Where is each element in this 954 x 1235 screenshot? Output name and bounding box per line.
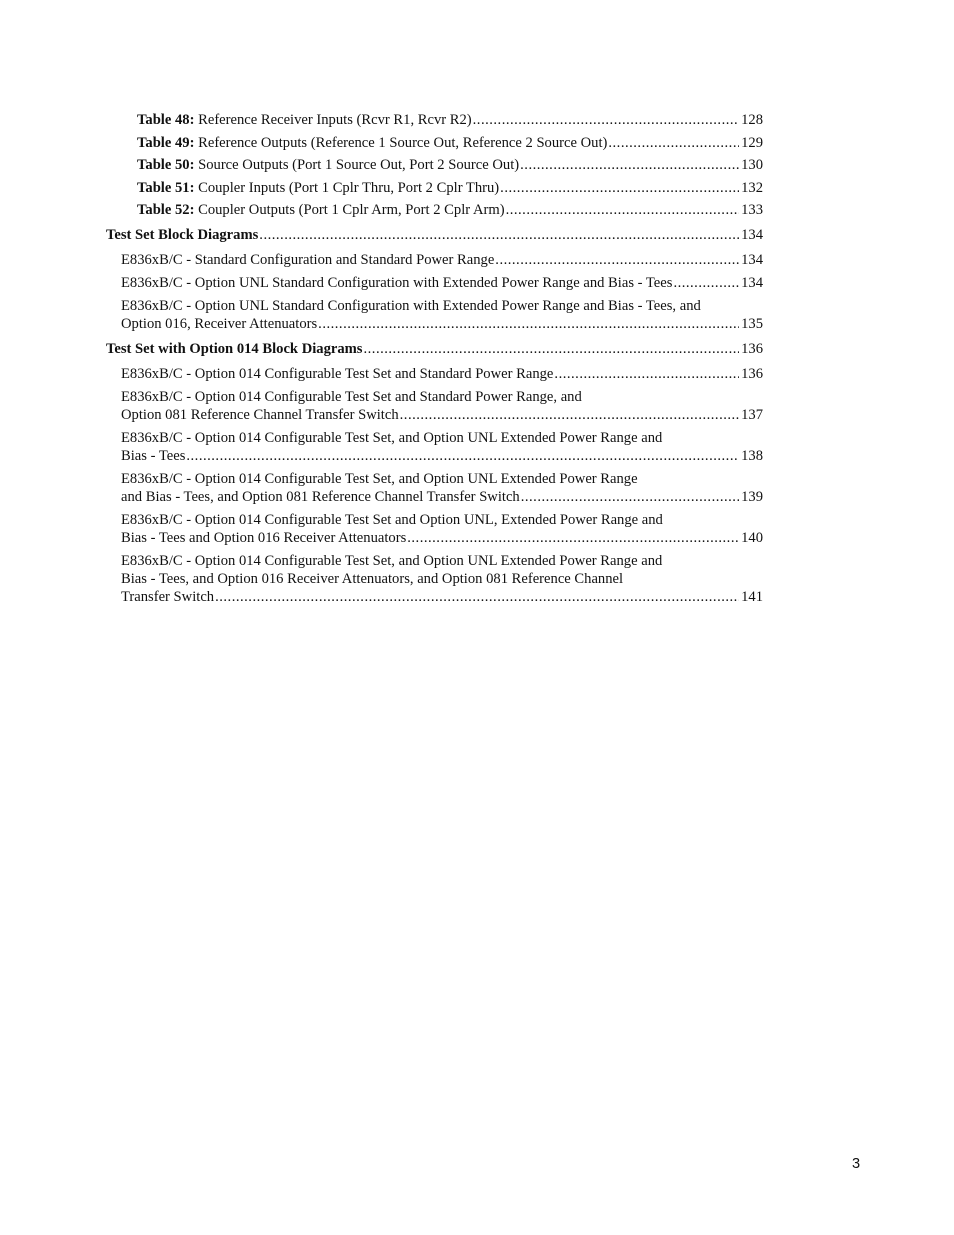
toc-page-number: 134 — [741, 252, 763, 269]
toc-page-number: 134 — [741, 227, 763, 244]
toc-page-number: 133 — [741, 202, 763, 219]
dot-leader — [520, 156, 739, 174]
toc-page-number: 139 — [741, 488, 763, 505]
toc-table-title: Coupler Inputs (Port 1 Cplr Thru, Port 2 Cplr Thru) — [198, 179, 500, 196]
dot-leader — [500, 179, 739, 197]
toc-entry-option-unl-standard[interactable] — [106, 274, 763, 292]
toc-page-number: 136 — [741, 341, 763, 358]
toc-entry-option-014-unl[interactable] — [106, 429, 763, 465]
toc-table-label: Table 52: — [137, 202, 195, 219]
toc-entry-option-014-081[interactable] — [106, 388, 763, 424]
toc-entry-standard-configuration[interactable] — [106, 251, 763, 269]
toc-entry-option-014-unl-016-081[interactable] — [106, 552, 763, 606]
toc-page-number: 135 — [741, 316, 763, 333]
toc-section-test-set-block-diagrams[interactable] — [106, 226, 763, 244]
toc-entry-line: E836xB/C - Option 014 Configurable Test Set, and Option UNL Extended Power Range — [121, 470, 638, 487]
toc-entry-option-014-unl-081[interactable] — [106, 470, 763, 506]
dot-leader — [407, 529, 739, 547]
toc-table-title: Coupler Outputs (Port 1 Cplr Arm, Port 2 Cplr Arm) — [198, 202, 505, 219]
dot-leader — [318, 315, 739, 333]
toc-page-number: 128 — [741, 112, 763, 128]
dot-leader — [259, 226, 739, 244]
toc-table-title: Reference Outputs (Reference 1 Source Out, Reference 2 Source Out) — [198, 134, 608, 151]
dot-leader — [521, 488, 739, 506]
toc-page-number: 130 — [741, 157, 763, 174]
toc-entry-table-52[interactable] — [106, 201, 763, 219]
dot-leader — [215, 588, 739, 606]
toc-entry-title: E836xB/C - Standard Configuration and Standard Power Range — [121, 252, 495, 269]
dot-leader — [495, 251, 739, 269]
toc-entry-line: Bias - Tees, and Option 016 Receiver Attenuators, and Option 081 Reference Channel — [121, 570, 624, 587]
toc-page-number: 132 — [741, 179, 763, 196]
toc-table-title: Source Outputs (Port 1 Source Out, Port 2 Source Out) — [198, 157, 520, 174]
toc-entry-line: E836xB/C - Option 014 Configurable Test Set and Option UNL, Extended Power Range and — [121, 511, 663, 528]
toc-table-title: Reference Receiver Inputs (Rcvr R1, Rcvr R2) — [198, 112, 472, 128]
toc-entry-option-014-unl-016[interactable] — [106, 511, 763, 547]
toc-page-number: 141 — [741, 588, 763, 605]
toc-entry-line: E836xB/C - Option 014 Configurable Test Set, and Option UNL Extended Power Range and — [121, 429, 663, 446]
toc-entry-option-unl-016[interactable] — [106, 297, 763, 333]
dot-leader — [554, 365, 739, 383]
toc-page-number: 136 — [741, 366, 763, 383]
dot-leader — [186, 447, 739, 465]
footer-page-number: 3 — [852, 1156, 861, 1172]
toc-page-number: 138 — [741, 447, 763, 464]
dot-leader — [506, 201, 740, 219]
toc-table-label: Table 51: — [137, 179, 195, 196]
toc-page-number: 140 — [741, 529, 763, 546]
toc-section-title: Test Set Block Diagrams — [106, 227, 259, 244]
toc-entry-table-50[interactable] — [106, 156, 763, 174]
toc-entry-line: E836xB/C - Option UNL Standard Configuration with Extended Power Range and Bias - Tees, and — [121, 298, 701, 315]
toc-page-number: 137 — [741, 407, 763, 424]
dot-leader — [473, 111, 739, 129]
toc-entry-title: and Bias - Tees, and Option 081 Reference Channel Transfer Switch — [121, 488, 520, 505]
toc-table-label: Table 49: — [137, 134, 195, 151]
toc-entry-table-48[interactable] — [106, 111, 763, 129]
toc-table-label: Table 48: — [137, 112, 195, 128]
toc-entry-title: Option 081 Reference Channel Transfer Switch — [121, 407, 399, 424]
toc-entry-title: E836xB/C - Option 014 Configurable Test Set and Standard Power Range — [121, 366, 554, 383]
toc-entry-table-49[interactable] — [106, 134, 763, 152]
dot-leader — [673, 274, 739, 292]
toc-section-title: Test Set with Option 014 Block Diagrams — [106, 341, 363, 358]
toc-entry-title: Option 016, Receiver Attenuators — [121, 316, 318, 333]
toc-section-option-014-block-diagrams[interactable] — [106, 340, 763, 358]
toc-entry-title: E836xB/C - Option UNL Standard Configuration with Extended Power Range and Bias - Tees — [121, 275, 673, 292]
toc-entry-option-014-standard[interactable] — [106, 365, 763, 383]
toc-page-number: 129 — [741, 134, 763, 151]
toc-entry-title: Bias - Tees and Option 016 Receiver Attenuators — [121, 529, 407, 546]
toc-table-label: Table 50: — [137, 157, 195, 174]
toc-page-number: 134 — [741, 275, 763, 292]
dot-leader — [364, 340, 740, 358]
toc-entry-line: E836xB/C - Option 014 Configurable Test Set and Standard Power Range, and — [121, 389, 582, 406]
toc-entry-table-51[interactable] — [106, 179, 763, 197]
dot-leader — [400, 406, 739, 424]
toc-entry-title: Transfer Switch — [121, 588, 215, 605]
toc-entry-title: Bias - Tees — [121, 447, 186, 464]
dot-leader — [608, 134, 739, 152]
table-of-contents — [106, 111, 763, 606]
toc-entry-line: E836xB/C - Option 014 Configurable Test Set, and Option UNL Extended Power Range and — [121, 552, 663, 569]
